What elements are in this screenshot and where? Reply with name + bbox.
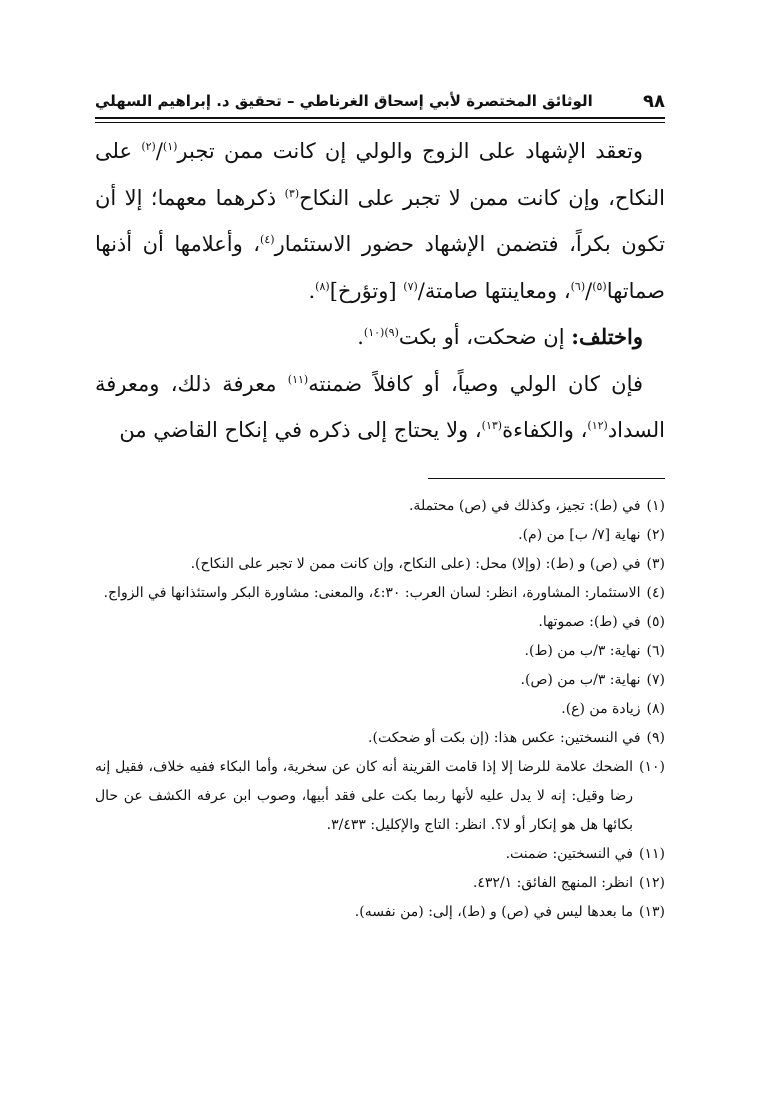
paragraph-1 xyxy=(95,128,665,314)
footnote-number: (٨) xyxy=(646,701,665,717)
footnote-number: (٦) xyxy=(646,643,665,659)
footnote-ref: (١٠) xyxy=(363,326,385,339)
footnote xyxy=(95,521,665,550)
footnote xyxy=(95,753,665,840)
footnote-number: (٣) xyxy=(646,556,665,572)
footnote-ref: (٩) xyxy=(384,326,399,339)
footnote-text: نهاية: ٣/ب من (ط). xyxy=(524,643,641,659)
footnote-number: (١٢) xyxy=(639,875,665,891)
text-run: ، ومعاينتها صامتة/ xyxy=(417,278,571,303)
footnote-text: زيادة من (ع). xyxy=(561,701,641,717)
footnote-number: (٩) xyxy=(646,730,665,746)
page-number: ٩٨ xyxy=(643,90,665,112)
footnote-text: في النسختين: عكس هذا: (إن بكت أو ضحكت). xyxy=(368,730,641,746)
text-run: . xyxy=(308,278,316,303)
footnote xyxy=(95,637,665,666)
text-run: ، والكفاءة xyxy=(502,418,588,442)
footnote xyxy=(95,724,665,753)
footnote-number: (١١) xyxy=(639,846,665,862)
footnote xyxy=(95,579,665,608)
footnote-ref: (١) xyxy=(162,140,178,153)
text-run: ، ولا يحتاج إلى ذكره في إنكاح القاضي من xyxy=(119,418,482,442)
footnote-number: (٤) xyxy=(646,585,665,601)
footnote-separator xyxy=(428,478,665,479)
footnote-ref: (١٢) xyxy=(587,419,608,432)
footnote-text: في (ط): صموتها. xyxy=(538,614,641,630)
footnote-ref: (٦) xyxy=(570,279,586,293)
footnote-number: (١) xyxy=(646,498,665,514)
footnote-text: نهاية: ٣/ب من (ص). xyxy=(520,672,641,688)
footnote-ref: (٣) xyxy=(284,186,300,200)
footnote-number: (١٣) xyxy=(639,904,665,920)
header-rule xyxy=(95,117,665,119)
footnote xyxy=(95,666,665,695)
text-run: ، وأعلامها أن أذنها صماتها xyxy=(95,232,665,303)
text-run: معرفة ذلك، ومعرفة السداد xyxy=(95,371,665,442)
text-run: / xyxy=(155,139,163,163)
footnote-text: الاستئمار: المشاورة، انظر: لسان العرب: ٤:٣٠، والمعنى: مشاورة البكر واستئذانها في الزواج. xyxy=(103,585,641,601)
text-run: إن ضحكت، أو بكت xyxy=(398,325,572,349)
page-header xyxy=(95,86,665,116)
header-rule-thin xyxy=(95,122,665,123)
paragraph-2 xyxy=(95,314,665,361)
text-run: على النكاح، وإن كانت ممن لا تجبر على النكاح xyxy=(95,139,666,210)
footnote-number: (٥) xyxy=(646,614,665,630)
footnote xyxy=(95,492,665,521)
footnote xyxy=(95,840,665,869)
footnote-ref: (٨) xyxy=(315,279,330,293)
text-run: ذكرهما معهما؛ إلا أن تكون بكراً، فتضمن الإشهاد حضور الاستئمار xyxy=(95,185,665,256)
footnote-text: في (ص) و (ط): (وإلا) محل: (على النكاح، وإن كانت ممن لا تجبر على النكاح). xyxy=(190,556,641,572)
paragraph-3 xyxy=(95,361,665,454)
footnote xyxy=(95,869,665,898)
footnote xyxy=(95,695,665,724)
footnote xyxy=(95,608,665,637)
text-run: . xyxy=(357,325,364,349)
bold-lead: واختلف: xyxy=(571,324,643,349)
footnote-number: (١٠) xyxy=(639,759,665,775)
footnote-text: انظر: المنهج الفائق: ٤٣٢/١. xyxy=(472,875,634,891)
text-run: / xyxy=(585,278,593,303)
text-run: فإن كان الولي وصياً، أو كافلاً ضمنته xyxy=(308,371,644,396)
main-text xyxy=(95,128,665,454)
text-run: وتعقد الإشهاد على الزوج والولي إن كانت ممن تجبر xyxy=(177,139,643,163)
running-title: الوثائق المختصرة لأبي إسحاق الغرناطي – تحقيق د. إبراهيم السهلي xyxy=(95,92,593,110)
footnote-ref: (٧) xyxy=(403,279,418,293)
footnotes xyxy=(95,492,665,927)
footnote-text: نهاية [٧/ ب] من (م). xyxy=(518,527,641,543)
footnote-text: في النسختين: ضمنت. xyxy=(505,846,634,862)
footnote-number: (٢) xyxy=(646,527,665,543)
footnote-ref: (١٣) xyxy=(481,419,503,432)
footnote-ref: (٢) xyxy=(141,140,156,153)
footnote-ref: (٤) xyxy=(260,233,275,246)
footnote-number: (٧) xyxy=(646,672,665,688)
footnote-text: الضحك علامة للرضا إلا إذا قامت القرينة أنه كان عن سخرية، وأما البكاء ففيه خلاف، فقيل إنه رضا وقيل: إنه لا يدل عليه لأنها ربما بكت على فقد أبيها، وصوب ابن عرفه الكشف عن حال بكائها هل هو إنكار أو لا؟. انظر: التاج والإكليل: ٣/٤٣٣. xyxy=(95,759,634,833)
text-run: [وتؤرخ] xyxy=(329,278,404,303)
footnote xyxy=(95,550,665,579)
footnote xyxy=(95,898,665,927)
footnote-text: في (ط): تجيز، وكذلك في (ص) محتملة. xyxy=(408,498,641,514)
footnote-ref: (٥) xyxy=(592,279,607,293)
footnote-ref: (١١) xyxy=(287,372,309,386)
footnote-text: ما بعدها ليس في (ص) و (ط)، إلى: (من نفسه). xyxy=(354,904,634,920)
